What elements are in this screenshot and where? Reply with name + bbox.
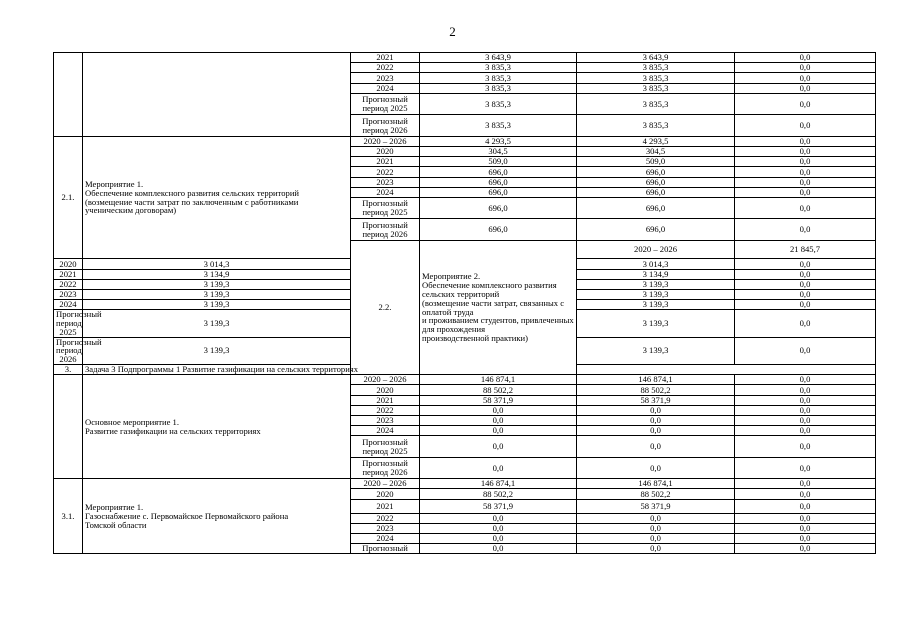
total-cell: 146 874,1 xyxy=(420,479,577,489)
value-cell: 0,0 xyxy=(735,93,876,115)
value-cell: 696,0 xyxy=(577,187,735,197)
total-cell: 0,0 xyxy=(420,436,577,458)
total-cell: 3 643,9 xyxy=(420,53,577,63)
value-cell: 0,0 xyxy=(577,415,735,425)
value-cell: 0,0 xyxy=(735,83,876,93)
task-row xyxy=(54,364,876,374)
description-line: (возмещение части затрат по заключенным с работниками xyxy=(85,196,299,207)
total-cell: 88 502,2 xyxy=(420,385,577,395)
description-line: и проживанием студентов, привлеченных для прохождения xyxy=(422,315,574,335)
period-cell: 2023 xyxy=(351,73,420,83)
value-cell: 0,0 xyxy=(735,279,876,289)
total-cell: 0,0 xyxy=(420,415,577,425)
row-description xyxy=(83,136,351,259)
total-cell: 696,0 xyxy=(420,219,577,241)
period-cell: 2020 xyxy=(351,385,420,395)
value-cell: 0,0 xyxy=(735,115,876,137)
period-cell: 2020 – 2026 xyxy=(351,479,420,489)
value-cell: 0,0 xyxy=(735,489,876,499)
value-cell: 0,0 xyxy=(735,146,876,156)
description-line: Томской области xyxy=(85,519,147,530)
period-cell: 2020 – 2026 xyxy=(351,136,420,146)
value-cell: 88 502,2 xyxy=(577,489,735,499)
value-cell: 0,0 xyxy=(735,436,876,458)
total-cell: 3 139,3 xyxy=(83,337,351,364)
total-cell: 58 371,9 xyxy=(420,499,577,513)
description-line: Обеспечение комплексного развития сельских территорий xyxy=(422,280,557,299)
table-row xyxy=(54,136,876,146)
value-cell: 0,0 xyxy=(735,395,876,405)
value-cell: 3 139,3 xyxy=(577,310,735,337)
period-cell: 2023 xyxy=(351,177,420,187)
period-cell: Прогнозный период 2025 xyxy=(54,310,83,337)
value-cell: 3 139,3 xyxy=(577,300,735,310)
period-cell: Прогнозный период 2026 xyxy=(351,219,420,241)
value-cell: 0,0 xyxy=(735,219,876,241)
value-cell: 0,0 xyxy=(577,523,735,533)
value-cell: 0,0 xyxy=(577,436,735,458)
period-cell: Прогнозный период 2026 xyxy=(54,337,83,364)
value-cell: 0,0 xyxy=(735,167,876,177)
total-cell: 0,0 xyxy=(420,457,577,479)
value-cell: 696,0 xyxy=(577,167,735,177)
value-cell: 0,0 xyxy=(577,426,735,436)
value-cell: 0,0 xyxy=(735,157,876,167)
description-line: Мероприятие 2. xyxy=(422,271,481,282)
row-number: 2.2. xyxy=(351,240,420,374)
row-number xyxy=(54,375,83,479)
period-cell: 2023 xyxy=(351,415,420,425)
row-description xyxy=(83,53,351,137)
value-cell: 3 134,9 xyxy=(577,269,735,279)
value-cell: 58 371,9 xyxy=(577,499,735,513)
period-cell: 2020 – 2026 xyxy=(577,240,735,259)
total-cell: 3 835,3 xyxy=(420,83,577,93)
value-cell: 0,0 xyxy=(735,457,876,479)
description-line: Мероприятие 1. xyxy=(85,502,144,513)
description-line: Основное мероприятие 1. xyxy=(85,416,179,427)
total-cell: 146 874,1 xyxy=(420,375,577,385)
page-number: 2 xyxy=(449,24,456,39)
value-cell: 146 874,1 xyxy=(577,479,735,489)
period-cell: 2024 xyxy=(54,300,83,310)
total-cell: 509,0 xyxy=(420,157,577,167)
row-number: 3. xyxy=(54,364,83,374)
value-cell: 3 139,3 xyxy=(577,279,735,289)
total-cell: 3 139,3 xyxy=(83,310,351,337)
period-cell: 2024 xyxy=(351,83,420,93)
value-cell: 0,0 xyxy=(735,187,876,197)
value-cell: 4 293,5 xyxy=(577,136,735,146)
period-cell: 2022 xyxy=(351,513,420,523)
row-description xyxy=(83,479,351,554)
total-cell: 3 139,3 xyxy=(83,289,351,299)
total-cell: 3 835,3 xyxy=(420,93,577,115)
value-cell: 0,0 xyxy=(735,63,876,73)
total-cell: 0,0 xyxy=(420,405,577,415)
value-cell: 0,0 xyxy=(735,544,876,554)
period-cell: 2023 xyxy=(54,289,83,299)
value-cell: 0,0 xyxy=(735,385,876,395)
period-cell: 2021 xyxy=(54,269,83,279)
row-description xyxy=(420,240,577,374)
period-cell: Прогнозный период 2025 xyxy=(351,197,420,219)
value-cell: 3 643,9 xyxy=(577,53,735,63)
value-cell: 0,0 xyxy=(577,405,735,415)
period-cell: 2021 xyxy=(351,499,420,513)
total-cell: 0,0 xyxy=(420,523,577,533)
period-cell: Прогнозный xyxy=(351,544,420,554)
value-cell: 3 835,3 xyxy=(577,83,735,93)
value-cell: 0,0 xyxy=(735,426,876,436)
value-cell: 0,0 xyxy=(735,523,876,533)
description-line: Газоснабжение с. Первомайское Первомайского района xyxy=(85,510,289,521)
total-cell: 3 835,3 xyxy=(420,115,577,137)
value-cell: 0,0 xyxy=(735,197,876,219)
value-cell: 304,5 xyxy=(577,146,735,156)
total-cell: 696,0 xyxy=(420,187,577,197)
total-cell: 88 502,2 xyxy=(420,489,577,499)
total-cell: 0,0 xyxy=(420,534,577,544)
period-cell: 2020 xyxy=(54,259,83,269)
period-cell: 2024 xyxy=(351,187,420,197)
table-row xyxy=(54,479,876,489)
value-cell: 696,0 xyxy=(577,177,735,187)
value-cell: 0,0 xyxy=(735,337,876,364)
period-cell: Прогнозный период 2025 xyxy=(351,436,420,458)
table-row xyxy=(54,53,876,63)
description-line: (возмещение части затрат, связанных с оплатой труда xyxy=(422,297,565,317)
row-description xyxy=(83,375,351,479)
value-cell: 0,0 xyxy=(577,513,735,523)
value-cell: 0,0 xyxy=(735,300,876,310)
total-cell: 4 293,5 xyxy=(420,136,577,146)
value-cell: 696,0 xyxy=(577,197,735,219)
task-title: Задача 3 Подпрограммы 1 Развитие газификации на сельских территориях xyxy=(83,364,876,374)
value-cell: 0,0 xyxy=(735,289,876,299)
period-cell: 2020 xyxy=(351,146,420,156)
value-cell: 3 139,3 xyxy=(577,289,735,299)
value-cell: 0,0 xyxy=(735,513,876,523)
description-line: Развитие газификации на сельских территориях xyxy=(85,425,261,436)
period-cell: 2022 xyxy=(351,63,420,73)
value-cell: 0,0 xyxy=(735,259,876,269)
value-cell: 3 835,3 xyxy=(577,63,735,73)
period-cell: 2021 xyxy=(351,395,420,405)
period-cell: Прогнозный период 2026 xyxy=(351,115,420,137)
row-number: 3.1. xyxy=(54,479,83,554)
period-cell: Прогнозный период 2025 xyxy=(351,93,420,115)
period-cell: 2024 xyxy=(351,426,420,436)
table-row xyxy=(54,375,876,385)
value-cell: 0,0 xyxy=(577,534,735,544)
value-cell: 3 835,3 xyxy=(577,115,735,137)
period-cell: 2021 xyxy=(351,53,420,63)
row-number xyxy=(54,53,83,137)
total-cell: 3 134,9 xyxy=(83,269,351,279)
value-cell: 0,0 xyxy=(577,544,735,554)
value-cell: 0,0 xyxy=(735,375,876,385)
description-line: ученическим договорам) xyxy=(85,205,177,216)
value-cell: 0,0 xyxy=(735,415,876,425)
value-cell: 696,0 xyxy=(577,219,735,241)
value-cell: 88 502,2 xyxy=(577,385,735,395)
total-cell: 3 835,3 xyxy=(420,73,577,83)
value-cell: 3 139,3 xyxy=(577,337,735,364)
period-cell: Прогнозный период 2026 xyxy=(351,457,420,479)
total-cell: 696,0 xyxy=(420,197,577,219)
total-cell: 0,0 xyxy=(420,544,577,554)
value-cell: 0,0 xyxy=(735,53,876,63)
total-cell: 0,0 xyxy=(420,426,577,436)
period-cell: 2020 – 2026 xyxy=(351,375,420,385)
period-cell: 2023 xyxy=(351,523,420,533)
row-number: 2.1. xyxy=(54,136,83,259)
value-cell: 0,0 xyxy=(735,499,876,513)
value-cell: 0,0 xyxy=(735,177,876,187)
total-cell: 696,0 xyxy=(420,167,577,177)
value-cell: 3 835,3 xyxy=(577,73,735,83)
description-line: Мероприятие 1. xyxy=(85,179,144,190)
value-cell: 0,0 xyxy=(735,310,876,337)
total-cell: 21 845,7 xyxy=(735,240,876,259)
value-cell: 3 014,3 xyxy=(577,259,735,269)
period-cell: 2021 xyxy=(351,157,420,167)
total-cell: 696,0 xyxy=(420,177,577,187)
value-cell: 0,0 xyxy=(735,405,876,415)
value-cell: 58 371,9 xyxy=(577,395,735,405)
value-cell: 509,0 xyxy=(577,157,735,167)
value-cell: 0,0 xyxy=(735,269,876,279)
value-cell: 0,0 xyxy=(735,73,876,83)
period-cell: 2024 xyxy=(351,534,420,544)
value-cell: 0,0 xyxy=(735,136,876,146)
total-cell: 0,0 xyxy=(420,513,577,523)
value-cell: 3 835,3 xyxy=(577,93,735,115)
period-cell: 2020 xyxy=(351,489,420,499)
period-cell: 2022 xyxy=(351,167,420,177)
value-cell: 146 874,1 xyxy=(577,375,735,385)
period-cell: 2022 xyxy=(351,405,420,415)
total-cell: 3 014,3 xyxy=(83,259,351,269)
total-cell: 3 139,3 xyxy=(83,300,351,310)
total-cell: 304,5 xyxy=(420,146,577,156)
value-cell: 0,0 xyxy=(735,534,876,544)
period-cell: 2022 xyxy=(54,279,83,289)
value-cell: 0,0 xyxy=(577,457,735,479)
total-cell: 3 835,3 xyxy=(420,63,577,73)
description-line: Обеспечение комплексного развития сельских территорий xyxy=(85,187,300,198)
budget-table xyxy=(53,52,876,554)
total-cell: 58 371,9 xyxy=(420,395,577,405)
description-line: производственной практики) xyxy=(422,332,529,343)
total-cell: 3 139,3 xyxy=(83,279,351,289)
value-cell: 0,0 xyxy=(735,479,876,489)
